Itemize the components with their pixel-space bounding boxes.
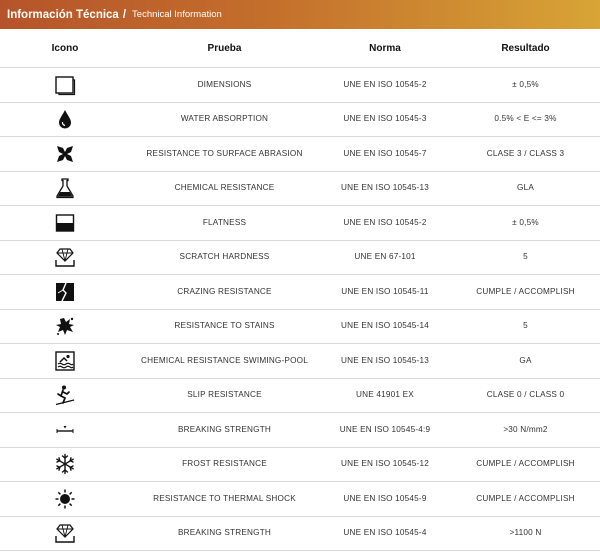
norm-cell: UNE EN ISO 10545-9	[343, 493, 427, 503]
table-row	[0, 68, 600, 103]
technical-table	[0, 29, 600, 551]
icon-cell	[0, 143, 130, 165]
icon-cell	[0, 281, 130, 303]
table-row	[0, 275, 600, 310]
flatness-icon	[54, 212, 76, 234]
test-cell: FLATNESS	[202, 217, 247, 227]
swimming-pool-icon	[54, 350, 76, 372]
test-cell: WATER ABSORPTION	[180, 114, 269, 124]
norm-cell: UNE 41901 EX	[356, 390, 414, 400]
snowflake-icon	[54, 453, 76, 475]
norm-cell: UNE EN ISO 10545-13	[341, 183, 429, 193]
table-row	[0, 517, 600, 552]
norm-cell: UNE EN ISO 10545-4:9	[339, 424, 431, 434]
table-row	[0, 137, 600, 172]
test-cell: DIMENSIONS	[197, 79, 252, 89]
test-cell: CHEMICAL RESISTANCE	[174, 183, 275, 193]
icon-cell	[0, 74, 130, 96]
table-row	[0, 379, 600, 414]
table-row	[0, 310, 600, 345]
norm-cell: UNE EN ISO 10545-14	[341, 321, 429, 331]
result-cell: GLA	[517, 183, 534, 193]
result-cell: 5	[523, 252, 528, 262]
result-cell: CLASE 3 / CLASS 3	[486, 148, 565, 158]
slip-icon	[54, 384, 76, 406]
column-header-result: Resultado	[501, 42, 550, 54]
test-cell: RESISTANCE TO SURFACE ABRASION	[146, 148, 303, 158]
crazing-icon	[54, 281, 76, 303]
breaking-strength-icon	[54, 419, 76, 441]
icon-cell	[0, 108, 130, 130]
table-header	[0, 29, 600, 68]
stain-icon	[54, 315, 76, 337]
table-row	[0, 241, 600, 276]
result-cell: CUMPLE / ACCOMPLISH	[476, 286, 575, 296]
table-row	[0, 103, 600, 138]
result-cell: CLASE 0 / CLASS 0	[486, 390, 565, 400]
table-row	[0, 172, 600, 207]
table-row	[0, 448, 600, 483]
dimensions-icon	[54, 74, 76, 96]
icon-cell	[0, 315, 130, 337]
test-cell: FROST RESISTANCE	[182, 459, 267, 469]
icon-cell	[0, 488, 130, 510]
norm-cell: UNE EN ISO 10545-3	[343, 114, 427, 124]
test-cell: BREAKING STRENGTH	[177, 424, 272, 434]
test-cell: CRAZING RESISTANCE	[177, 286, 272, 296]
result-cell: 0.5% < E <= 3%	[494, 114, 557, 124]
test-cell: CHEMICAL RESISTANCE SWIMING-POOL	[141, 355, 308, 365]
diamond-icon	[54, 522, 76, 544]
test-cell: BREAKING STRENGTH	[177, 528, 272, 538]
thermal-shock-icon	[54, 488, 76, 510]
icon-cell	[0, 522, 130, 544]
result-cell: ± 0,5%	[512, 217, 539, 227]
norm-cell: UNE EN ISO 10545-13	[341, 355, 429, 365]
norm-cell: UNE EN ISO 10545-4	[343, 528, 427, 538]
table-row	[0, 482, 600, 517]
icon-cell	[0, 384, 130, 406]
header-bar	[0, 0, 600, 29]
icon-cell	[0, 212, 130, 234]
icon-cell	[0, 453, 130, 475]
result-cell: CUMPLE / ACCOMPLISH	[476, 493, 575, 503]
result-cell: 5	[523, 321, 528, 331]
norm-cell: UNE EN ISO 10545-2	[343, 79, 427, 89]
test-cell: RESISTANCE TO THERMAL SHOCK	[153, 493, 296, 503]
table-row	[0, 413, 600, 448]
header-subtitle: Technical Information	[132, 9, 222, 20]
norm-cell: UNE EN 67-101	[354, 252, 416, 262]
column-header-icon: Icono	[51, 42, 79, 54]
norm-cell: UNE EN ISO 10545-7	[343, 148, 427, 158]
table-row	[0, 206, 600, 241]
icon-cell	[0, 350, 130, 372]
abrasion-icon	[54, 143, 76, 165]
header-separator: /	[122, 8, 127, 21]
test-cell: RESISTANCE TO STAINS	[174, 321, 275, 331]
table-body	[0, 68, 600, 551]
result-cell: >30 N/mm2	[503, 424, 548, 434]
test-cell: SCRATCH HARDNESS	[179, 252, 270, 262]
icon-cell	[0, 177, 130, 199]
diamond-icon	[54, 246, 76, 268]
icon-cell	[0, 419, 130, 441]
icon-cell	[0, 246, 130, 268]
norm-cell: UNE EN ISO 10545-2	[343, 217, 427, 227]
result-cell: GA	[519, 355, 532, 365]
column-header-norm: Norma	[369, 42, 401, 54]
flask-icon	[54, 177, 76, 199]
header-title: Información Técnica	[7, 8, 119, 21]
water-drop-icon	[54, 108, 76, 130]
table-row	[0, 344, 600, 379]
norm-cell: UNE EN ISO 10545-11	[341, 286, 429, 296]
result-cell: >1100 N	[509, 528, 542, 538]
norm-cell: UNE EN ISO 10545-12	[341, 459, 429, 469]
column-header-test: Prueba	[207, 42, 242, 54]
result-cell: ± 0,5%	[512, 79, 539, 89]
test-cell: SLIP RESISTANCE	[187, 390, 262, 400]
result-cell: CUMPLE / ACCOMPLISH	[476, 459, 575, 469]
